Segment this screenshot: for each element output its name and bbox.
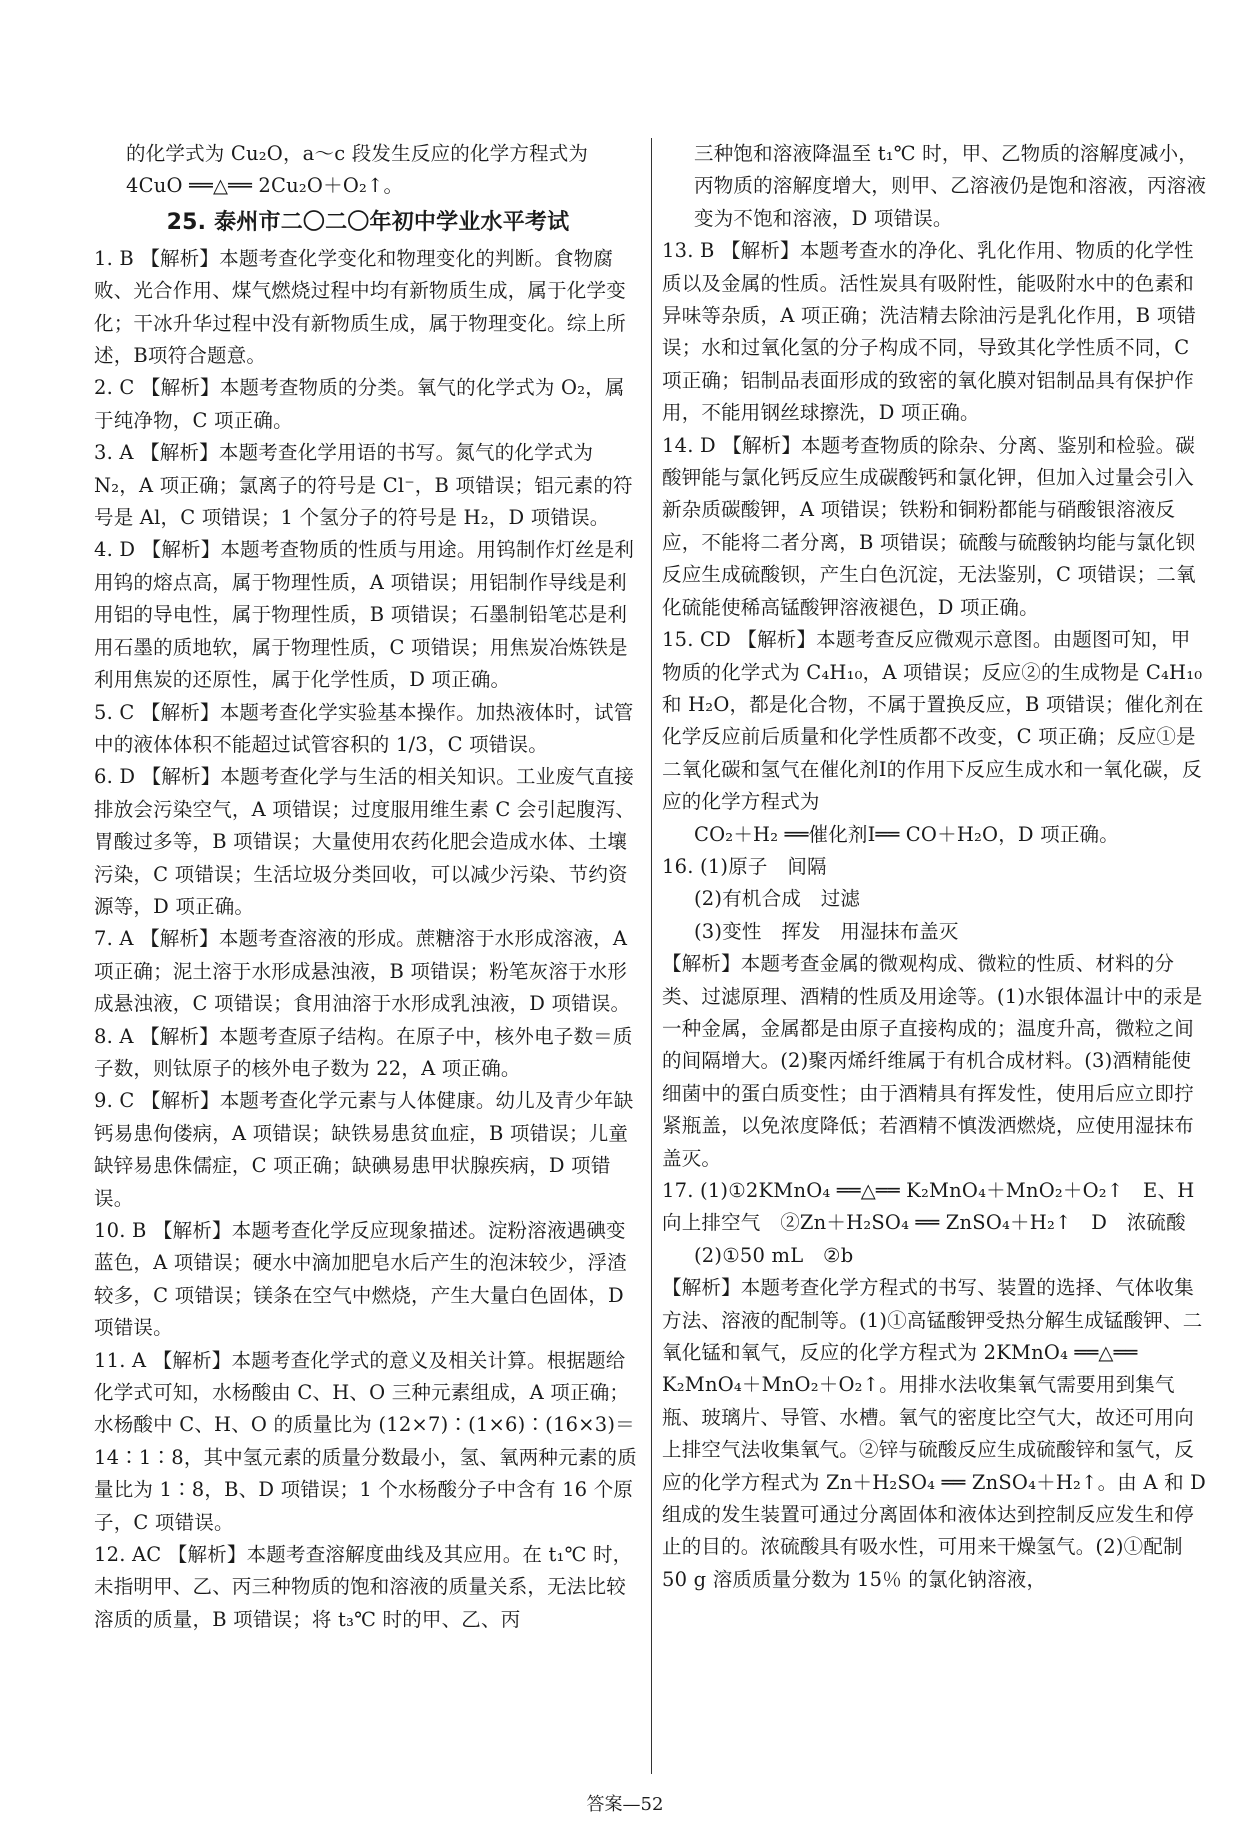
answer-paragraph: 11. A 【解析】本题考查化学式的意义及相关计算。根据题给化学式可知，水杨酸由 C、H、O 三种元素组成，A 项正确；水杨酸中 C、H、O 的质量比为 (12×7)∶(1×6)∶(16×3)＝14∶1∶8，其中氢元素的质量分数最小，氢、氧两种元素的质量比为 1∶8，B、D 项错误；1 个水杨酸分子中含有 16 个原子，C 项错误。 <box>94 1348 637 1534</box>
answer-paragraph: 【解析】本题考查金属的微观构成、微粒的性质、材料的分类、过滤原理、酒精的性质及用途等。(1)水银体温计中的汞是一种金属，金属都是由原子直接构成的；温度升高，微粒之间的间隔增大。(2)聚丙烯纤维属于有机合成材料。(3)酒精能使细菌中的蛋白质变性；由于酒精具有挥发性，使用后应立即拧紧瓶盖，以免浓度降低；若酒精不慎泼洒燃烧，应使用湿抹布盖灭。 <box>662 952 1203 1170</box>
answer-paragraph: 1. B 【解析】本题考查化学变化和物理变化的判断。食物腐败、光合作用、煤气燃烧过程中均有新物质生成，属于化学变化；干冰升华过程中没有新物质生成，属于物理变化。综上所述，B项符合题意。 <box>94 246 626 368</box>
section-title: 25. 泰州市二〇二〇年初中学业水平考试 <box>166 209 570 235</box>
answer-paragraph: 16. (1)原子 间隔 <box>662 854 827 878</box>
right-column <box>662 138 1215 1596</box>
page-footer: 答案—52 <box>586 1794 664 1815</box>
answer-paragraph: (2)①50 mL ②b <box>694 1243 854 1267</box>
answer-paragraph: 4. D 【解析】本题考查物质的性质与用途。用钨制作灯丝是利用钨的熔点高，属于物理性质，A 项错误；用铝制作导线是利用铝的导电性，属于物理性质，B 项错误；石墨制铅笔芯是利用石墨的质地软，属于物理性质，C 项错误；用焦炭冶炼铁是利用焦炭的还原性，属于化学性质，D 项正确。 <box>94 538 635 692</box>
answer-paragraph: 三种饱和溶液降温至 t₁℃ 时，甲、乙物质的溶解度减小，丙物质的溶解度增大，则甲、乙溶液仍是饱和溶液，丙溶液变为不饱和溶液，D 项错误。 <box>694 142 1207 230</box>
answer-paragraph: 12. AC 【解析】本题考查溶解度曲线及其应用。在 t₁℃ 时，未指明甲、乙、丙三种物质的饱和溶液的质量关系，无法比较溶质的质量，B 项错误；将 t₃℃ 时的甲、乙、丙 <box>94 1543 633 1631</box>
answer-paragraph: 7. A 【解析】本题考查溶液的形成。蔗糖溶于水形成溶液，A 项正确；泥土溶于水形成悬浊液，B 项错误；粉笔灰溶于水形成悬浊液，C 项错误；食用油溶于水形成乳浊液，D 项错误。 <box>94 927 631 1016</box>
answer-paragraph: 9. C 【解析】本题考查化学元素与人体健康。幼儿及青少年缺钙易患佝偻病，A 项错误；缺铁易患贫血症，B 项错误；儿童缺锌易患侏儒症，C 项正确；缺碘易患甲状腺疾病，D 项错误。 <box>94 1089 634 1210</box>
answer-paragraph: 14. D 【解析】本题考查物质的除杂、分离、鉴别和检验。碳酸钾能与氯化钙反应生成碳酸钙和氯化钾，但加入过量会引入新杂质碳酸钾，A 项错误；铁粉和铜粉都能与硝酸银溶液反应，不能将二者分离，B 项错误；硫酸与硫酸钠均能与氯化钡反应生成硫酸钡，产生白色沉淀，无法鉴别，C 项错误；二氧化硫能使稀高锰酸钾溶液褪色，D 项正确。 <box>662 433 1196 619</box>
answer-paragraph: 的化学式为 Cu₂O，a～c 段发生反应的化学方程式为 <box>126 142 589 165</box>
answer-paragraph: (2)有机合成 过滤 <box>694 887 861 911</box>
left-column <box>94 138 642 1636</box>
column-divider <box>651 138 652 1774</box>
answer-paragraph: 3. A 【解析】本题考查化学用语的书写。氮气的化学式为 N₂，A 项正确；氯离子的符号是 Cl⁻，B 项错误；铝元素的符号是 Al，C 项错误；1 个氢分子的符号是 H₂，D 项错误。 <box>94 441 633 530</box>
answer-paragraph: 13. B 【解析】本题考查水的净化、乳化作用、物质的化学性质以及金属的性质。活性炭具有吸附性，能吸附水中的色素和异味等杂质，A 项正确；洗洁精去除油污是乳化作用，B 项错误；水和过氧化氢的分子构成不同，导致其化学性质不同，C 项正确；铝制品表面形成的致密的氧化膜对铝制品具有保护作用，不能用钢丝球擦洗，D 项正确。 <box>662 239 1197 425</box>
answer-paragraph: 17. (1)①2KMnO₄ ══△══ K₂MnO₄＋MnO₂＋O₂↑ E、H 向上排空气 ②Zn＋H₂SO₄ ══ ZnSO₄＋H₂↑ D 浓硫酸 <box>662 1179 1215 1235</box>
answer-paragraph: 6. D 【解析】本题考查化学与生活的相关知识。工业废气直接排放会污染空气，A 项错误；过度服用维生素 C 会引起腹泻、胃酸过多等，B 项错误；大量使用农药化肥会造成水体、土壤污染，C 项错误；生活垃圾分类回收，可以减少污染、节约资源等，D 项正确。 <box>94 765 636 918</box>
answer-paragraph: 【解析】本题考查化学方程式的书写、装置的选择、气体收集方法、溶液的配制等。(1)①高锰酸钾受热分解生成锰酸钾、二氧化锰和氧气，反应的化学方程式为 2KMnO₄ ══△══ K₂MnO₄＋MnO₂＋O₂↑。用排水法收集氧气需要用到集气瓶、玻璃片、导管、水槽。氧气的密度比空气大，故还可用向上排空气法收集氧气。②锌与硫酸反应生成硫酸锌和氢气，反应的化学方程式为 Zn＋H₂SO₄ ══ ZnSO₄＋H₂↑。由 A 和 D 组成的发生装置可通过分离固体和液体达到控制反应发生和停止的目的。浓硫酸具有吸水性，可用来干燥氢气。(2)①配制 50 g 溶质质量分数为 15％ 的氯化钠溶液， <box>662 1276 1207 1591</box>
answer-paragraph: (3)变性 挥发 用湿抹布盖灭 <box>694 919 959 943</box>
answer-paragraph: 10. B 【解析】本题考查化学反应现象描述。淀粉溶液遇碘变蓝色，A 项错误；硬水中滴加肥皂水后产生的泡沫较少，浮渣较多，C 项错误；镁条在空气中燃烧，产生大量白色固体，D 项错误。 <box>94 1219 627 1340</box>
answer-paragraph: 8. A 【解析】本题考查原子结构。在原子中，核外电子数＝质子数，则钛原子的核外电子数为 22，A 项正确。 <box>94 1024 633 1080</box>
answer-paragraph: 5. C 【解析】本题考查化学实验基本操作。加热液体时，试管中的液体体积不能超过试管容积的 1/3，C 项错误。 <box>94 700 634 756</box>
answer-paragraph: 15. CD 【解析】本题考查反应微观示意图。由题图可知，甲物质的化学式为 C₄H₁₀，A 项错误；反应②的生成物是 C₄H₁₀ 和 H₂O，都是化合物，不属于置换反应，B 项错误；催化剂在化学反应前后质量和化学性质都不改变，C 项正确；反应①是二氧化碳和氢气在催化剂Ⅰ的作用下反应生成水和一氧化碳，反应的化学方程式为 <box>662 628 1204 814</box>
answer-paragraph: 4CuO ══△══ 2Cu₂O＋O₂↑。 <box>126 174 404 198</box>
answer-paragraph: CO₂＋H₂ ══催化剂Ⅰ══ CO＋H₂O，D 项正确。 <box>694 822 1119 846</box>
answer-paragraph: 2. C 【解析】本题考查物质的分类。氧气的化学式为 O₂，属于纯净物，C 项正确。 <box>94 376 625 432</box>
